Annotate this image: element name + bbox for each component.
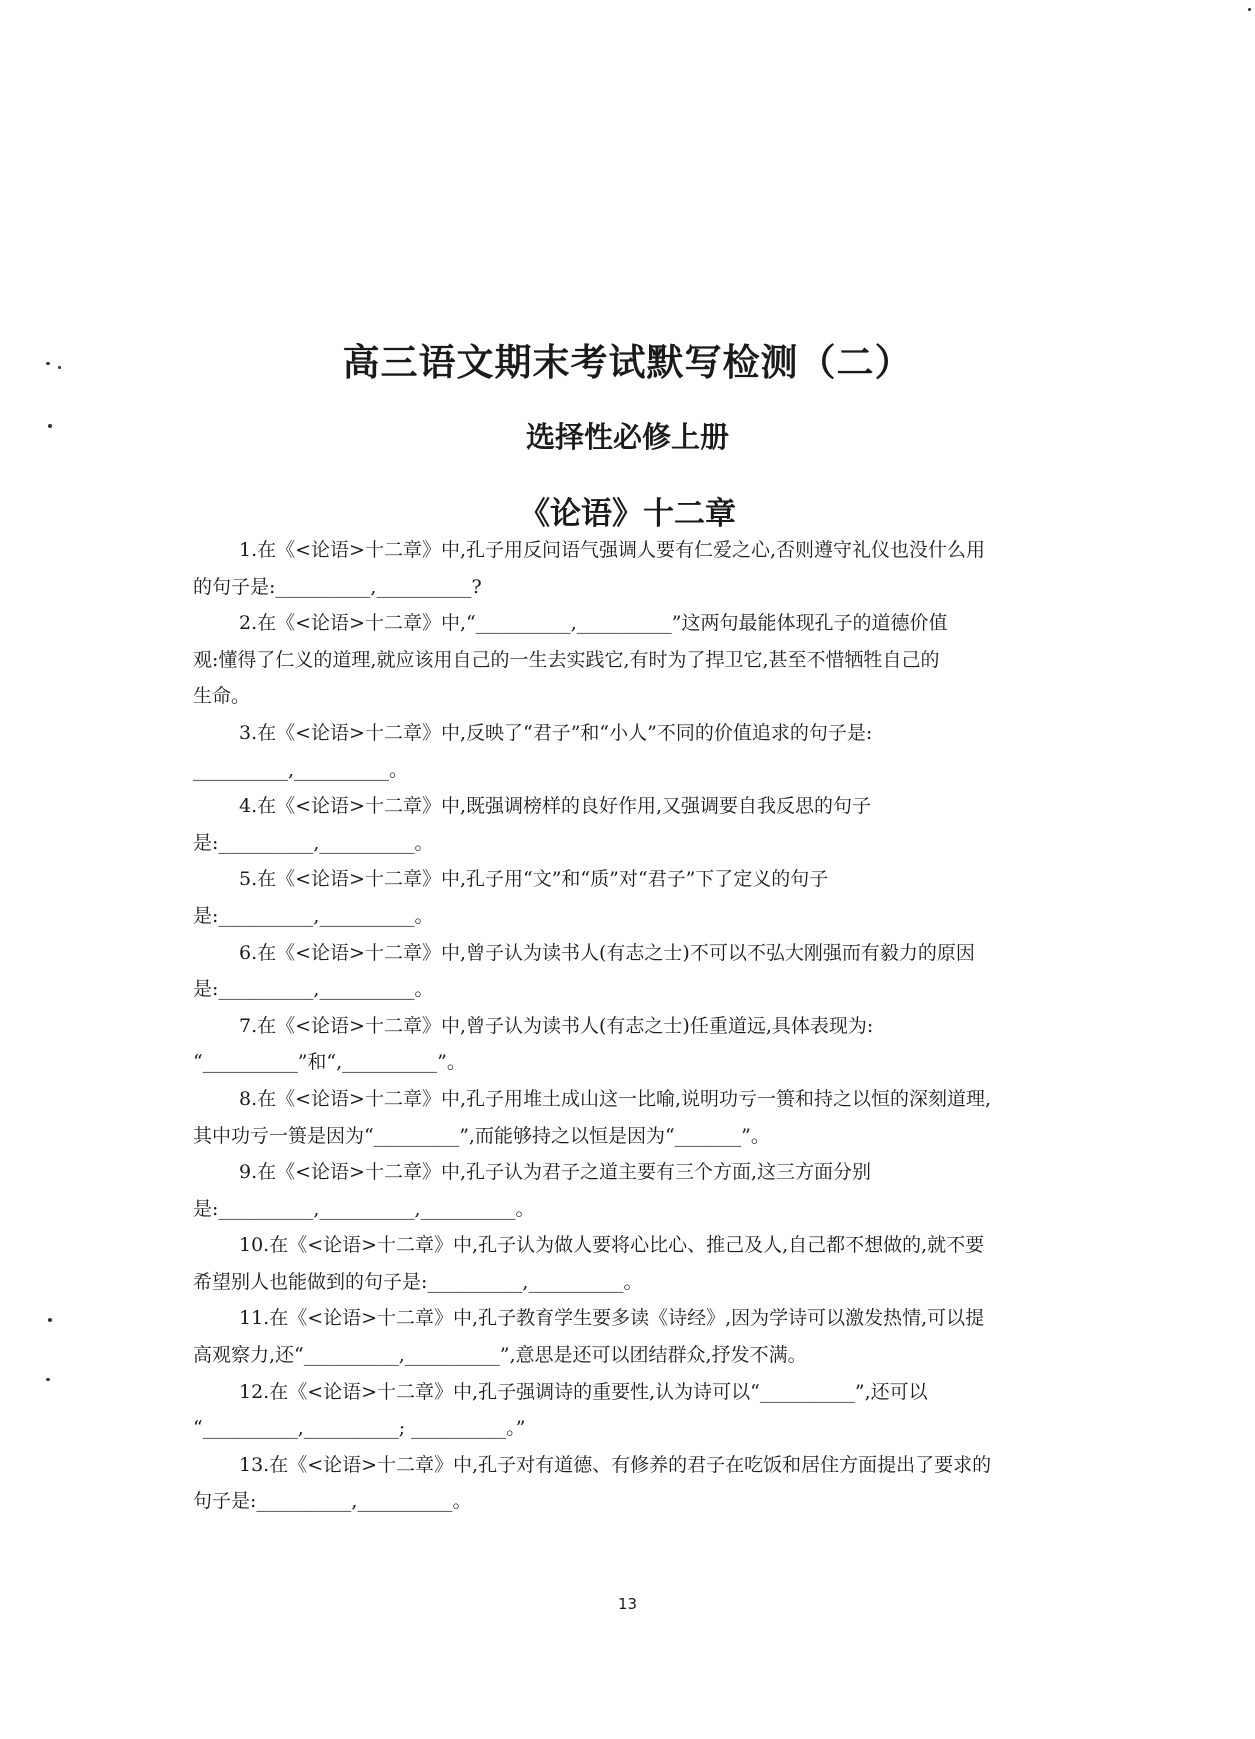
question-continuation: __________,__________。 xyxy=(193,758,409,781)
question-item xyxy=(193,715,1093,788)
question-text: 5.在《<论语>十二章》中,孔子用“文”和“质”对“君子”下了定义的句子 xyxy=(239,868,829,891)
question-continuation: 观:懂得了仁义的道理,就应该用自己的一生去实践它,有时为了捍卫它,甚至不惜牺牲自己的 xyxy=(193,648,940,671)
question-continuation: 句子是:__________,__________。 xyxy=(193,1490,472,1513)
scan-speck xyxy=(48,1318,52,1322)
question-text: 2.在《<论语>十二章》中,“__________,__________”这两句最能体现孔子的道德价值 xyxy=(239,612,948,635)
question-text: 10.在《<论语>十二章》中,孔子认为做人要将心比心、推己及人,自己都不想做的,就不要 xyxy=(239,1234,985,1257)
question-continuation: 是:__________,__________。 xyxy=(193,904,434,927)
question-text: 8.在《<论语>十二章》中,孔子用堆土成山这一比喻,说明功亏一篑和持之以恒的深刻道理, xyxy=(239,1087,992,1110)
scan-speck xyxy=(46,362,50,365)
question-continuation: 高观察力,还“__________,__________”,意思是还可以团结群众,抒发不满。 xyxy=(193,1344,807,1367)
question-item xyxy=(193,532,1093,605)
question-item xyxy=(193,1154,1093,1227)
question-item xyxy=(193,1008,1093,1081)
page-subtitle: 选择性必修上册 xyxy=(525,420,729,454)
question-continuation: 其中功亏一篑是因为“_________”,而能够持之以恒是因为“_______”。 xyxy=(193,1124,770,1147)
question-item xyxy=(193,861,1093,934)
question-continuation: “__________,__________; __________。” xyxy=(193,1417,526,1440)
question-text: 11.在《<论语>十二章》中,孔子教育学生要多读《诗经》,因为学诗可以激发热情,可以提 xyxy=(239,1307,985,1330)
question-item xyxy=(193,605,1093,715)
question-text: 13.在《<论语>十二章》中,孔子对有道德、有修养的君子在吃饭和居住方面提出了要求的 xyxy=(239,1453,992,1476)
page-number: 13 xyxy=(617,1595,638,1613)
question-item xyxy=(193,788,1093,861)
question-item xyxy=(193,1374,1093,1447)
scan-speck xyxy=(58,366,61,369)
question-item xyxy=(193,1300,1093,1373)
question-continuation: 是:__________,__________,__________。 xyxy=(193,1197,535,1220)
question-text: 9.在《<论语>十二章》中,孔子认为君子之道主要有三个方面,这三方面分别 xyxy=(239,1161,872,1184)
question-text: 7.在《<论语>十二章》中,曾子认为读书人(有志之士)任重道远,具体表现为: xyxy=(239,1014,874,1037)
scan-speck xyxy=(46,1378,50,1381)
question-continuation: “__________”和“,__________”。 xyxy=(193,1051,466,1074)
section-title: 《论语》十二章 xyxy=(519,496,736,532)
question-text: 6.在《<论语>十二章》中,曾子认为读书人(有志之士)不可以不弘大刚强而有毅力的原因 xyxy=(239,941,975,964)
question-item xyxy=(193,1227,1093,1300)
question-continuation: 是:__________,__________。 xyxy=(193,978,434,1001)
page-title: 高三语文期末考试默写检测（二） xyxy=(342,341,913,384)
scan-speck xyxy=(48,424,52,428)
question-text: 3.在《<论语>十二章》中,反映了“君子”和“小人”不同的价值追求的句子是: xyxy=(239,721,873,744)
question-continuation: 的句子是:__________,__________? xyxy=(193,575,482,598)
question-item xyxy=(193,935,1093,1008)
scan-speck xyxy=(1248,8,1251,11)
question-list xyxy=(193,532,1093,1520)
question-continuation: 是:__________,__________。 xyxy=(193,831,434,854)
question-item xyxy=(193,1081,1093,1154)
question-continuation: 生命。 xyxy=(193,685,251,708)
question-text: 1.在《<论语>十二章》中,孔子用反问语气强调人要有仁爱之心,否则遵守礼仪也没什么用 xyxy=(239,539,986,561)
question-text: 12.在《<论语>十二章》中,孔子强调诗的重要性,认为诗可以“__________”,还可以 xyxy=(239,1380,928,1403)
question-continuation: 希望别人也能做到的句子是:__________,__________。 xyxy=(193,1270,643,1293)
question-item xyxy=(193,1447,1093,1520)
question-text: 4.在《<论语>十二章》中,既强调榜样的良好作用,又强调要自我反思的句子 xyxy=(239,795,872,818)
